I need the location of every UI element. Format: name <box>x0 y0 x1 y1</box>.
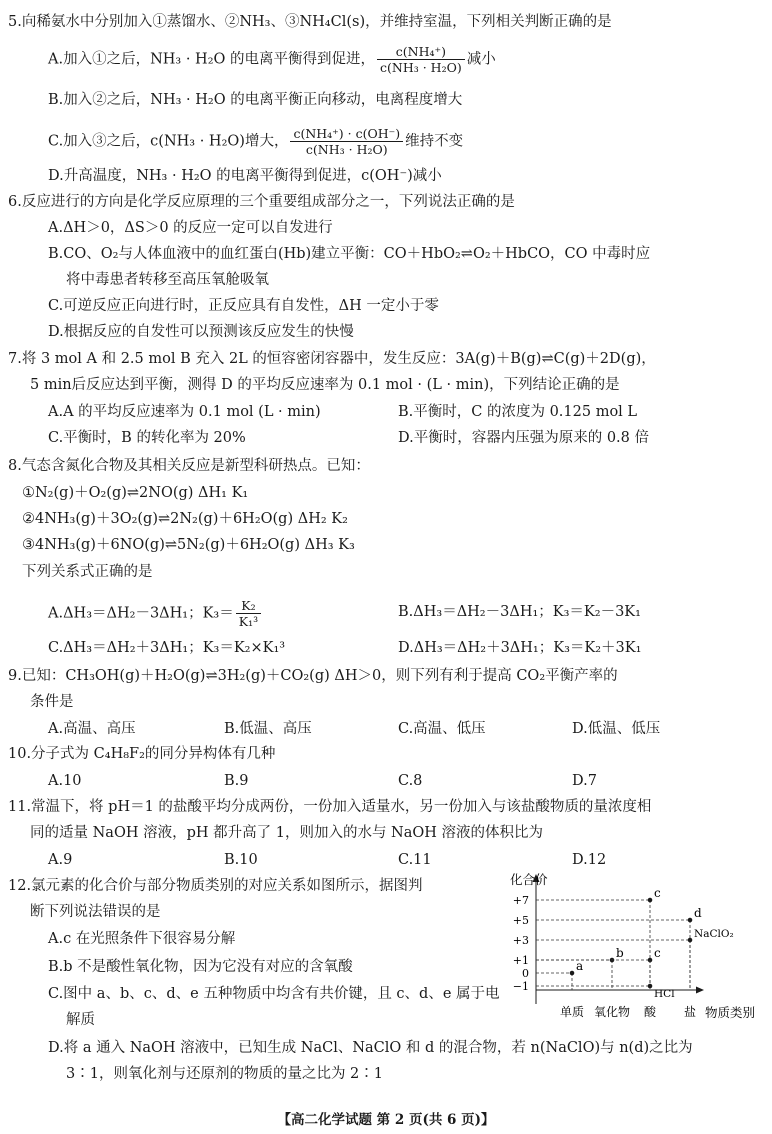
data-point-label: b <box>616 946 624 960</box>
q9-option-b: B.低温、高压 <box>224 721 312 737</box>
q8-option-d: D.ΔH₃＝ΔH₂＋3ΔH₁；K₃＝K₂＋3K₁ <box>398 640 642 656</box>
q12-option-d-line1: D.将 a 通入 NaOH 溶液中，已知生成 NaCl、NaClO 和 d 的混合物，若 n(NaClO)与 n(d)之比为 <box>48 1040 693 1056</box>
q12-option-b: B.b 不是酸性氧化物，因为它没有对应的含氧酸 <box>48 959 353 975</box>
q6-option-a: A.ΔH＞0，ΔS＞0 的反应一定可以自发进行 <box>48 220 333 236</box>
y-tick-label: +3 <box>512 934 529 947</box>
q12-option-d-line2: 3∶1，则氧化剂与还原剂的物质的量之比为 2∶1 <box>66 1066 384 1082</box>
q5-option-d: D.升高温度，NH₃ · H₂O 的电离平衡得到促进，c(OH⁻)减小 <box>48 168 442 184</box>
q11-option-d: D.12 <box>572 852 607 868</box>
y-tick-label: +7 <box>512 894 529 907</box>
x-category-label: 盐 <box>683 1005 697 1019</box>
q11-option-b: B.10 <box>224 852 258 868</box>
data-point-label: c <box>654 946 661 960</box>
q5-c-end: 维持不变 <box>405 133 464 150</box>
q11-stem-line2: 同的适量 NaOH 溶液，pH 都升高了 1，则加入的水与 NaOH 溶液的体积比为 <box>30 825 544 841</box>
q8-option-c: C.ΔH₃＝ΔH₂＋3ΔH₁；K₃＝K₂×K₁³ <box>48 640 286 656</box>
q7-option-c: C.平衡时，B 的转化率为 20% <box>48 430 246 446</box>
q8-option-a <box>48 598 263 629</box>
q5-c-text: C.加入③之后，c(NH₃ · H₂O)增大， <box>48 133 289 150</box>
page-footer: 【高二化学试题 第 2 页(共 6 页)】 <box>277 1112 495 1128</box>
q10-option-a: A.10 <box>48 773 82 789</box>
q10-option-b: B.9 <box>224 773 249 789</box>
q7-stem-line1: 7.将 3 mol A 和 2.5 mol B 充入 2L 的恒容密闭容器中，发生反应：3A(g)＋B(g)⇌C(g)＋2D(g)， <box>8 351 656 367</box>
q7-option-b: B.平衡时，C 的浓度为 0.125 mol L <box>398 404 638 420</box>
data-point <box>648 898 653 903</box>
q8-reaction-3: ③4NH₃(g)＋6NO(g)⇌5N₂(g)＋6H₂O(g) ΔH₃ K₃ <box>22 537 355 553</box>
y-tick-label: +5 <box>512 914 529 927</box>
q5-a-denominator: c(NH₃ · H₂O) <box>380 60 462 75</box>
q9-option-a: A.高温、高压 <box>48 721 136 737</box>
q6-option-b-line1: B.CO、O₂与人体血液中的血红蛋白(Hb)建立平衡：CO＋HbO₂⇌O₂＋HbCO，CO 中毒时应 <box>48 246 651 262</box>
q5-option-a <box>48 44 496 75</box>
x-category-label: 单质 <box>559 1005 585 1019</box>
q12-stem-line2: 断下列说法错误的是 <box>30 904 161 920</box>
data-point-label: NaClO₂ <box>694 928 734 940</box>
data-point <box>688 918 693 923</box>
q5-a-fraction <box>377 44 465 75</box>
q9-stem-line2: 条件是 <box>30 694 74 710</box>
data-point-label: d <box>694 906 702 920</box>
q8-a-denominator: K₁³ <box>238 614 259 629</box>
q5-c-denominator: c(NH₃ · H₂O) <box>305 142 388 157</box>
y-tick-label: +1 <box>512 954 529 967</box>
q5-option-c <box>48 126 463 157</box>
q5-a-numerator: c(NH₄⁺) <box>377 44 465 60</box>
q8-a-text: A.ΔH₃＝ΔH₂－3ΔH₁；K₃＝ <box>48 605 234 622</box>
q12-option-a: A.c 在光照条件下很容易分解 <box>48 931 236 947</box>
q8-stem: 8.气态含氮化合物及其相关反应是新型科研热点。已知： <box>8 458 370 474</box>
q8-a-fraction <box>236 598 261 629</box>
q6-option-d: D.根据反应的自发性可以预测该反应发生的快慢 <box>48 324 354 340</box>
q8-ask: 下列关系式正确的是 <box>22 564 153 580</box>
q5-option-b: B.加入②之后，NH₃ · H₂O 的电离平衡正向移动，电离程度增大 <box>48 92 463 108</box>
q11-option-c: C.11 <box>398 852 432 868</box>
q5-c-fraction <box>290 126 403 157</box>
q12-stem-line1: 12.氯元素的化合价与部分物质类别的对应关系如图所示，据图判 <box>8 878 423 894</box>
q10-option-c: C.8 <box>398 773 423 789</box>
q5-stem: 5.向稀氨水中分别加入①蒸馏水、②NH₃、③NH₄Cl(s)，并维持室温，下列相关判断正确的是 <box>8 14 612 30</box>
data-point <box>570 971 575 976</box>
x-category-label: 氧化物 <box>593 1005 631 1019</box>
y-tick-label: −1 <box>512 980 529 993</box>
data-point <box>688 938 693 943</box>
q9-stem-line1: 9.已知：CH₃OH(g)＋H₂O(g)⇌3H₂(g)＋CO₂(g) ΔH＞0，则下列有利于提高 CO₂平衡产率的 <box>8 668 618 684</box>
q11-stem-line1: 11.常温下，将 pH＝1 的盐酸平均分成两份，一份加入适量水，另一份加入与该盐酸物质的量浓度相 <box>8 799 652 815</box>
q9-option-c: C.高温、低压 <box>398 721 486 737</box>
chart-marks <box>513 886 734 1019</box>
q8-reaction-2: ②4NH₃(g)＋3O₂(g)⇌2N₂(g)＋6H₂O(g) ΔH₂ K₂ <box>22 511 348 527</box>
data-point-label: a <box>576 959 584 973</box>
x-axis-arrow <box>696 987 704 994</box>
q6-stem: 6.反应进行的方向是化学反应原理的三个重要组成部分之一，下列说法正确的是 <box>8 194 515 210</box>
q10-option-d: D.7 <box>572 773 597 789</box>
q12-option-c-line1: C.图中 a、b、c、d、e 五种物质中均含有共价键，且 c、d、e 属于电 <box>48 986 500 1002</box>
q5-a-end: 减小 <box>466 51 496 68</box>
data-point-label: HCl <box>654 988 675 1000</box>
valence-category-chart <box>496 866 772 1022</box>
q6-option-b-line2: 将中毒患者转移至高压氧舱吸氧 <box>66 272 269 288</box>
x-category-label: 酸 <box>643 1005 657 1019</box>
data-point <box>648 984 653 989</box>
q11-option-a: A.9 <box>48 852 73 868</box>
q7-stem-line2: 5 min后反应达到平衡，测得 D 的平均反应速率为 0.1 mol · (L · min)，下列结论正确的是 <box>30 377 620 393</box>
q8-a-numerator: K₂ <box>236 598 261 614</box>
data-point-label: c <box>654 886 661 900</box>
y-tick-label: 0 <box>522 967 529 980</box>
q7-option-d: D.平衡时，容器内压强为原来的 0.8 倍 <box>398 430 649 446</box>
chart-axes <box>510 872 755 1020</box>
q10-stem: 10.分子式为 C₄H₈F₂的同分异构体有几种 <box>8 746 276 762</box>
q5-a-text: A.加入①之后，NH₃ · H₂O 的电离平衡得到促进， <box>48 51 376 68</box>
q8-option-b: B.ΔH₃＝ΔH₂－3ΔH₁；K₃＝K₂－3K₁ <box>398 604 641 620</box>
q7-option-a: A.A 的平均反应速率为 0.1 mol (L · min) <box>48 404 321 420</box>
q12-option-c-line2: 解质 <box>66 1012 95 1028</box>
x-axis-title: 物质类别 <box>705 1005 756 1020</box>
q6-option-c: C.可逆反应正向进行时，正反应具有自发性，ΔH 一定小于零 <box>48 298 439 314</box>
q5-c-numerator: c(NH₄⁺) · c(OH⁻) <box>290 126 403 142</box>
y-axis-title: 化合价 <box>510 872 548 887</box>
q8-reaction-1: ①N₂(g)＋O₂(g)⇌2NO(g) ΔH₁ K₁ <box>22 485 249 501</box>
q9-option-d: D.低温、低压 <box>572 721 661 737</box>
